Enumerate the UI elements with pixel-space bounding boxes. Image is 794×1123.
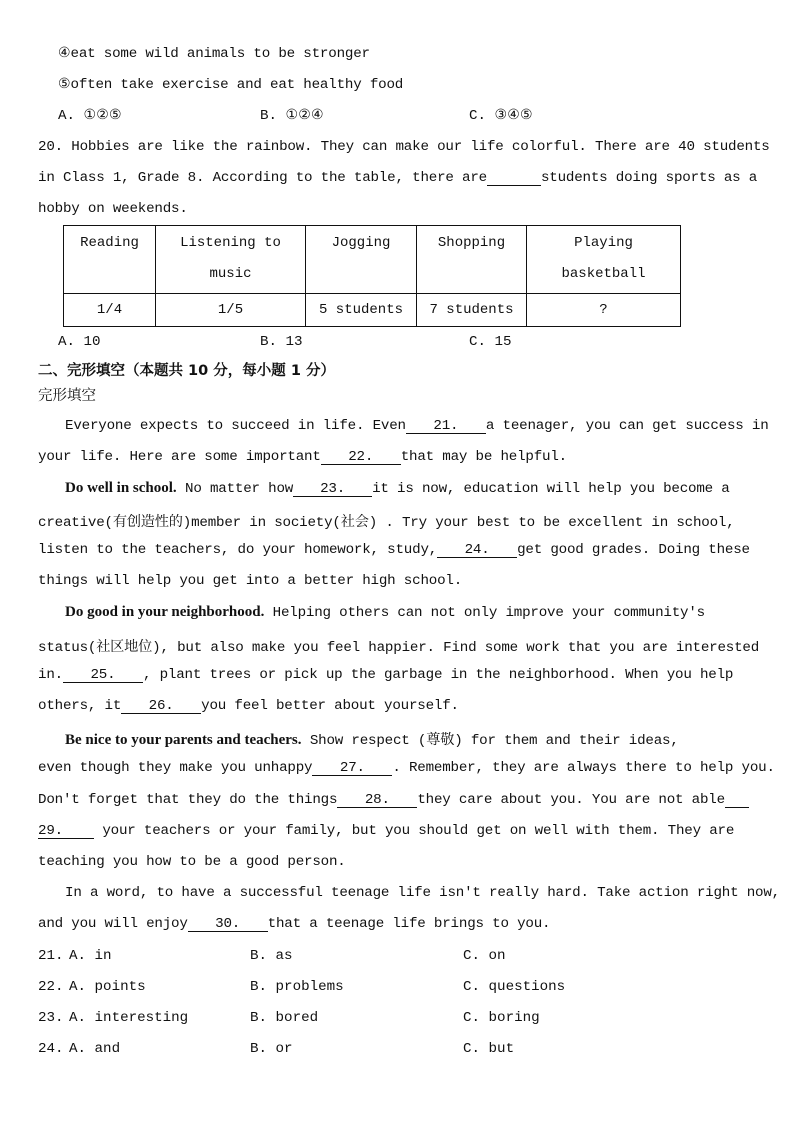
blank-23: 23. [293,482,372,497]
passage-text: a teenager, you can get success in [485,418,769,434]
q20-option-b: B. 13 [260,334,303,350]
passage-p3-line-4 [38,698,459,714]
q22-option-b: B. problems [250,979,344,995]
passage-p2-line-4: things will help you get into a better high school. [38,573,463,589]
blank-29-start [725,793,749,808]
q21-option-a: A. in [69,948,112,964]
passage-p4-line-4 [38,823,734,839]
q19-item-5: ⑤often take exercise and eat healthy food [58,77,404,93]
q20-text-line-1: 20. Hobbies are like the rainbow. They can make our life colorful. There are 40 students [38,139,770,155]
q24-option-b: B. or [250,1041,293,1057]
value-basketball: ? [527,294,681,327]
value-shopping: 7 students [417,294,527,327]
header-shopping-text: Shopping [437,235,506,251]
table-value-row [64,294,681,327]
q20-text-line-2 [38,170,757,186]
passage-text: and you will enjoy [38,916,188,932]
header-basketball-text-1: Playing [574,235,633,251]
passage-text: you feel better about yourself. [201,698,459,714]
header-basketball-text-2: basketball [561,266,646,282]
passage-p1-line-2 [38,449,567,465]
passage-p2-line-2: creative(有创造性的)member in society(社会) . Try your best to be excellent in school, [38,515,735,531]
blank-22: 22. [321,450,401,465]
passage-text: your teachers or your family, but you should get on well with them. They are [94,823,735,839]
passage-p5-line-1: In a word, to have a successful teenage life isn't really hard. Take action right now, [65,885,780,901]
paragraph-heading: Do good in your neighborhood. [65,604,265,620]
header-listening-text-2: music [209,266,252,282]
q21-option-b: B. as [250,948,293,964]
q21-number: 21. [38,948,64,964]
section-heading: 二、完形填空（本题共 10 分，每小题 1 分） [38,363,335,379]
passage-text: it is now, education will help you become a [372,481,730,497]
table-header-row [64,226,681,294]
q22-option-a: A. points [69,979,146,995]
q19-option-c: C. ③④⑤ [469,108,533,124]
header-basketball [527,226,681,294]
q24-option-a: A. and [69,1041,121,1057]
passage-text: Helping others can not only improve your community's [264,605,705,621]
q20-option-c: C. 15 [469,334,512,350]
passage-p3-line-1 [65,604,705,621]
blank-26: 26. [121,699,201,714]
passage-text: listen to the teachers, do your homework, study, [38,542,438,558]
passage-p5-line-2 [38,916,550,932]
q20-text-line-3: hobby on weekends. [38,201,188,217]
header-jogging [306,226,417,294]
q23-option-b: B. bored [250,1010,319,1026]
passage-text: Show respect (尊敬) for them and their ideas, [301,733,679,749]
header-listening [156,226,306,294]
blank-25: 25. [63,668,143,683]
passage-p3-line-3 [38,667,733,683]
passage-text: get good grades. Doing these [517,542,750,558]
passage-p4-line-3 [38,792,749,808]
passage-p4-line-2 [38,760,775,776]
q20-text-2b: students doing sports as a [540,170,758,186]
blank-29: 29. [38,824,94,839]
blank-30: 30. [188,917,268,932]
q23-option-c: C. boring [463,1010,540,1026]
q21-option-c: C. on [463,948,506,964]
value-listening: 1/5 [156,294,306,327]
passage-text: they care about you. You are not able [417,792,725,808]
passage-text: others, it [38,698,122,714]
passage-text: that a teenage life brings to you. [267,916,551,932]
header-jogging-text: Jogging [331,235,391,251]
passage-text: No matter how [176,481,294,497]
blank-28: 28. [337,793,417,808]
q24-number: 24. [38,1041,64,1057]
passage-text: Don't forget that they do the things [38,792,338,808]
q19-option-b: B. ①②④ [260,108,324,124]
header-reading-text: Reading [80,235,139,251]
q20-text-2a: in Class 1, Grade 8. According to the table, there are [38,170,487,186]
header-reading [64,226,156,294]
passage-text: , plant trees or pick up the garbage in the neighborhood. When you help [142,667,734,683]
blank-24: 24. [437,543,517,558]
passage-text: . Remember, they are always there to help you. [392,760,775,776]
q19-option-a: A. ①②⑤ [58,108,122,124]
passage-text: Everyone expects to succeed in life. Even [65,418,406,434]
blank-27: 27. [312,761,392,776]
hobby-table [63,225,681,327]
passage-p4-line-1 [65,729,679,749]
section-subheading: 完形填空 [38,388,96,404]
q19-item-4: ④eat some wild animals to be stronger [58,46,370,62]
value-jogging: 5 students [306,294,417,327]
paragraph-heading: Be nice to your parents and teachers. [65,732,302,748]
paragraph-heading: Do well in school. [65,480,177,496]
q22-option-c: C. questions [463,979,566,995]
header-shopping [417,226,527,294]
passage-text: even though they make you unhappy [38,760,313,776]
q23-option-a: A. interesting [69,1010,189,1026]
q22-number: 22. [38,979,64,995]
passage-p3-line-2: status(社区地位), but also make you feel happier. Find some work that you are interested [38,640,760,656]
passage-p1-line-1 [65,418,769,434]
passage-text: your life. Here are some important [38,449,321,465]
q23-number: 23. [38,1010,64,1026]
value-reading: 1/4 [64,294,156,327]
passage-p4-line-5: teaching you how to be a good person. [38,854,346,870]
passage-p2-line-1 [65,480,730,497]
blank-21: 21. [406,419,486,434]
passage-text: that may be helpful. [400,449,567,465]
passage-p2-line-3 [38,542,750,558]
q24-option-c: C. but [463,1041,515,1057]
q20-answer-blank [487,171,541,186]
q20-option-a: A. 10 [58,334,101,350]
header-listening-text-1: Listening to [180,235,281,251]
passage-text: in. [38,667,63,683]
